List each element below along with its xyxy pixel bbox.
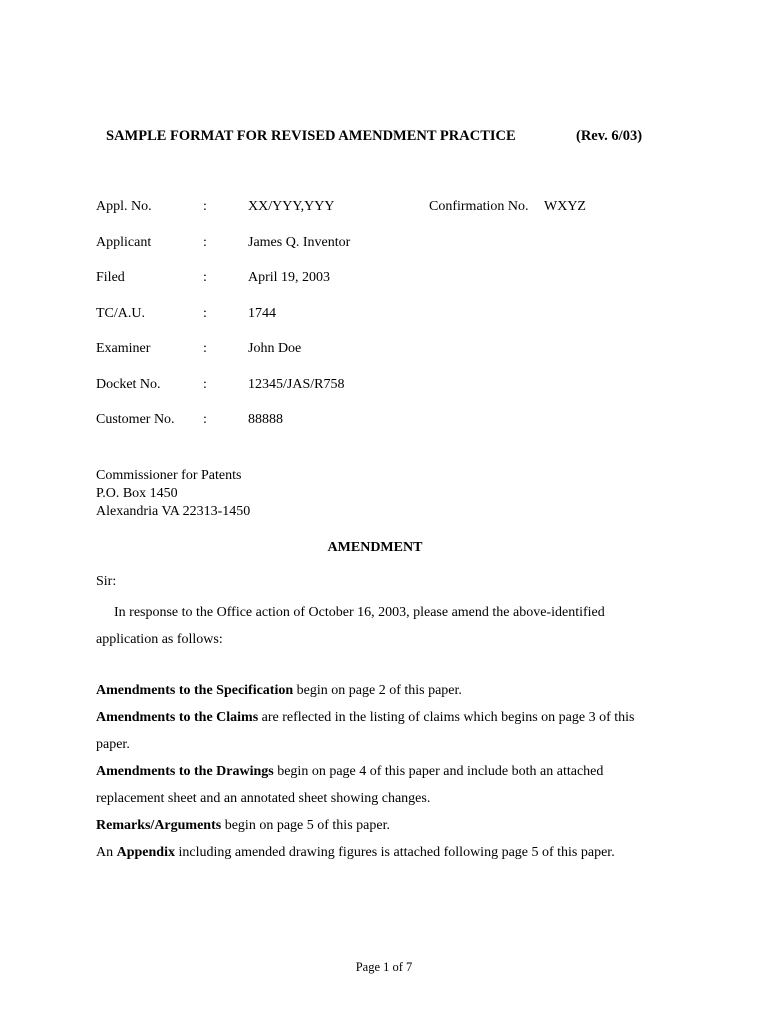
meta-row-appl-no bbox=[96, 199, 696, 235]
meta-separator: : bbox=[203, 412, 207, 427]
mailing-address bbox=[96, 467, 250, 521]
meta-row-examiner bbox=[96, 341, 696, 377]
revision-label: (Rev. 6/03) bbox=[576, 128, 643, 144]
meta-separator: : bbox=[203, 234, 207, 250]
amendment-items bbox=[96, 677, 666, 866]
meta-label: Docket No. bbox=[96, 376, 161, 392]
item-text: are reflected in the listing of claims which begins on page 3 of this paper. bbox=[96, 710, 635, 752]
meta-value: 88888 bbox=[248, 412, 283, 427]
meta-value: April 19, 2003 bbox=[248, 270, 331, 285]
meta-label: Applicant bbox=[96, 234, 152, 250]
item-remarks bbox=[96, 812, 666, 839]
meta-value: John Doe bbox=[248, 341, 302, 356]
meta-separator: : bbox=[203, 376, 207, 392]
confirmation-label: Confirmation No. bbox=[429, 199, 529, 214]
address-line: Commissioner for Patents bbox=[96, 468, 242, 483]
meta-label: TC/A.U. bbox=[96, 305, 145, 321]
meta-row-filed bbox=[96, 270, 696, 306]
item-claims bbox=[96, 704, 666, 758]
confirmation-value: WXYZ bbox=[544, 199, 586, 214]
item-drawings bbox=[96, 758, 666, 812]
item-title: Appendix bbox=[116, 845, 175, 860]
item-title: Amendments to the Claims bbox=[96, 710, 259, 725]
meta-label: Filed bbox=[96, 270, 125, 285]
address-line: Alexandria VA 22313-1450 bbox=[96, 504, 251, 519]
item-title: Remarks/Arguments bbox=[96, 818, 222, 833]
meta-value: 12345/JAS/R758 bbox=[248, 376, 345, 392]
meta-separator: : bbox=[203, 341, 207, 356]
item-prefix: An bbox=[96, 845, 117, 860]
page-number: Page 1 of 7 bbox=[355, 960, 413, 974]
item-specification bbox=[96, 677, 666, 704]
meta-value: 1744 bbox=[248, 305, 276, 321]
item-text: begin on page 4 of this paper and include both an attached replacement sheet and an annotated sheet showing changes. bbox=[96, 764, 604, 806]
item-text: including amended drawing figures is attached following page 5 of this paper. bbox=[174, 845, 615, 860]
application-metadata bbox=[96, 199, 696, 448]
meta-row-docket-no bbox=[96, 377, 696, 413]
item-appendix bbox=[96, 839, 666, 866]
meta-label: Examiner bbox=[96, 341, 151, 356]
intro-paragraph: In response to the Office action of October 16, 2003, please amend the above-identified application as follows: bbox=[96, 605, 605, 647]
meta-row-applicant bbox=[96, 235, 696, 271]
meta-label: Appl. No. bbox=[96, 199, 152, 214]
item-text: begin on page 5 of this paper. bbox=[221, 818, 390, 833]
section-heading: AMENDMENT bbox=[327, 540, 423, 555]
meta-label: Customer No. bbox=[96, 412, 175, 427]
meta-row-tc-au bbox=[96, 306, 696, 342]
meta-separator: : bbox=[203, 305, 207, 321]
address-line: P.O. Box 1450 bbox=[96, 486, 178, 501]
meta-separator: : bbox=[203, 199, 207, 214]
item-text: begin on page 2 of this paper. bbox=[293, 683, 462, 698]
meta-value: James Q. Inventor bbox=[248, 234, 351, 250]
item-title: Amendments to the Specification bbox=[96, 683, 294, 698]
meta-separator: : bbox=[203, 270, 207, 285]
item-title: Amendments to the Drawings bbox=[96, 764, 274, 779]
meta-value: XX/YYY,YYY bbox=[248, 199, 335, 214]
salutation: Sir: bbox=[96, 574, 117, 589]
meta-row-customer-no bbox=[96, 412, 696, 448]
document-title: SAMPLE FORMAT FOR REVISED AMENDMENT PRACTICE bbox=[106, 128, 516, 144]
document-title-row bbox=[106, 128, 666, 145]
